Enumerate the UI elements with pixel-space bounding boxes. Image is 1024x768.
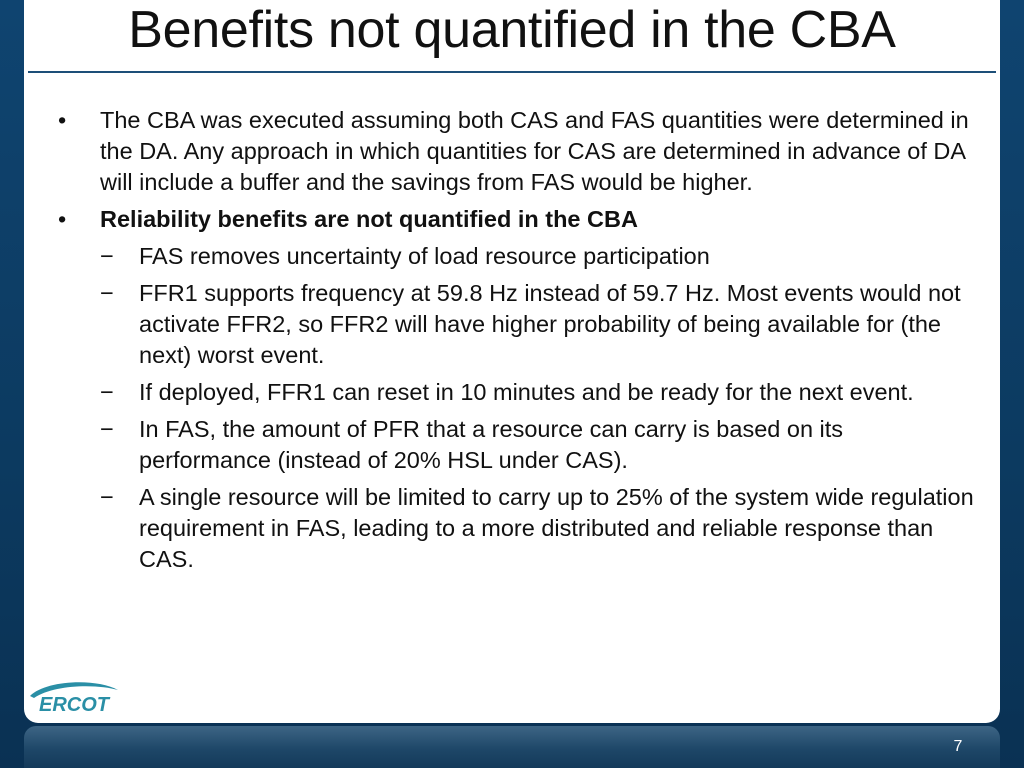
slide-content [58,105,978,581]
sub-bullet-item [58,278,978,371]
footer-bar [24,726,1000,768]
sub-bullet-item [58,241,978,272]
sub-bullet-marker: − [100,280,114,306]
bullet-text: Reliability benefits are not quantified in the CBA [100,206,638,232]
sub-bullet-marker: − [100,484,114,510]
logo-text: ERCOT [39,694,109,716]
sub-bullet-text: FAS removes uncertainty of load resource participation [139,243,710,269]
page-number: 7 [953,738,963,755]
bullet-text: The CBA was executed assuming both CAS and FAS quantities were determined in the DA. Any approach in which quantities for CAS are determined in advance of DA will include a buffer and the savings from FAS would be higher. [100,107,969,195]
sub-bullet-marker: − [100,379,114,405]
slide-title: Benefits not quantified in the CBA [128,1,896,59]
bullet-marker: • [58,206,67,232]
sub-bullet-marker: − [100,416,114,442]
sub-bullet-text: In FAS, the amount of PFR that a resource can carry is based on its performance (instead of 20% HSL under CAS). [139,416,844,473]
sub-bullet-text: A single resource will be limited to carry up to 25% of the system wide regulation requirement in FAS, leading to a more distributed and reliable response than CAS. [139,484,974,572]
sub-bullet-marker: − [100,243,114,269]
bullet-item [58,204,978,235]
sub-bullet-text: If deployed, FFR1 can reset in 10 minutes and be ready for the next event. [139,379,914,405]
sub-bullet-text: FFR1 supports frequency at 59.8 Hz instead of 59.7 Hz. Most events would not activate FFR2, so FFR2 will have higher probability of being available for (the next) worst event. [139,280,961,368]
sub-bullet-item [58,482,978,575]
ercot-logo [26,676,122,716]
ercot-logo-icon [26,676,122,716]
bullet-item [58,105,978,198]
title-divider [28,71,996,73]
bullet-marker: • [58,107,67,133]
sub-bullet-item [58,377,978,408]
sub-bullet-item [58,414,978,476]
